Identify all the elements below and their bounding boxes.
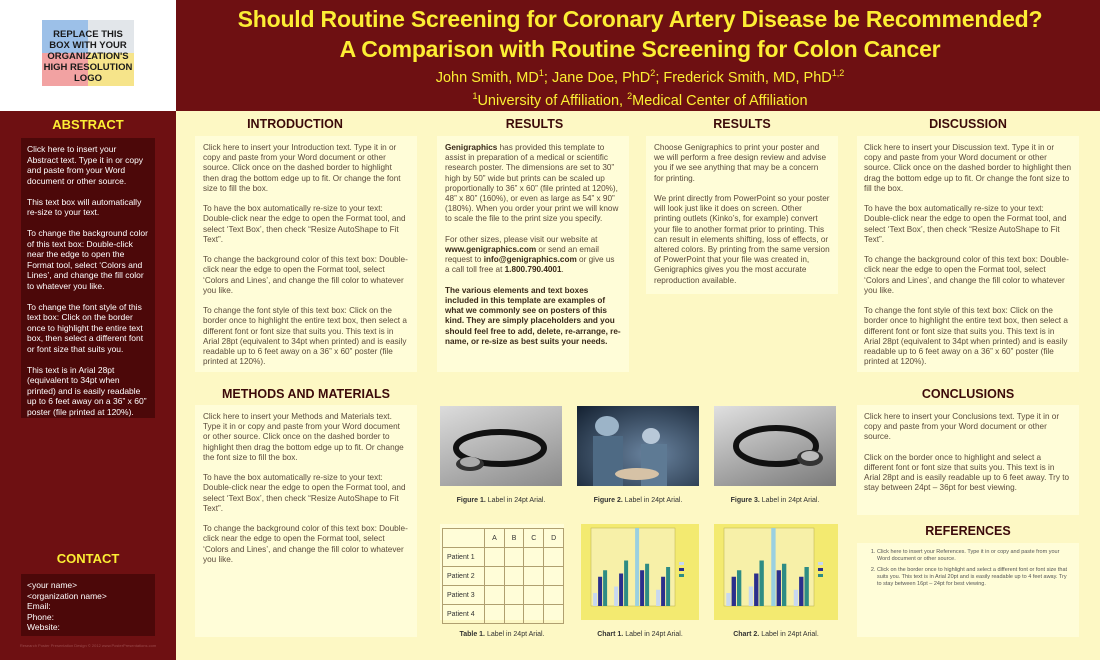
logo-graphic: [42, 20, 134, 86]
author-list: John Smith, $MD^1$; Jane Doe, PhD$^2$; Frederick Smith, MD, PhD$^{1,2}$: [435, 68, 845, 86]
table-row: [443, 548, 564, 567]
table-header-cell: A: [485, 529, 505, 548]
title-line-2: A Comparison with Routine Screening for Colon Cancer: [339, 36, 941, 62]
chart-bar: [656, 590, 660, 606]
stethoscope-image-2: [714, 406, 836, 486]
chart-bar: [759, 561, 763, 607]
left-sidebar: [0, 111, 176, 660]
chart-bar: [799, 577, 803, 606]
chart-bar: [782, 564, 786, 606]
figure-3-caption: Figure 3. Label in 24pt Arial.: [730, 497, 820, 504]
discussion-heading: DISCUSSION: [929, 117, 1007, 131]
table-row-label: Patient 3: [443, 586, 485, 605]
results-panel-1[interactable]: [437, 136, 629, 372]
chart-bar: [614, 587, 618, 607]
abstract-text: Click here to insert your Abstract text. Type it in or copy and paste from your Word document or other source. This text box will automatically re-size to your text. To change the background color of this text box: Double-click near the edge to open the Format tool, select ‘Colors and Lines’, and change the fill color to whatever you like. To change the font style of this text box: Click on the border once to highlight the entire text box, then select a different font or font size that suits you. This text is in Arial 28pt (equivalent to 34pt when printed) and is easily readable up to 6 feet away on a 36” x 60” poster (file printed at 120%).: [27, 144, 148, 417]
chart-2: [714, 524, 838, 620]
reference-item: 2. Click on the border once to highlight and select a different font or font size that suits you. This text is in Arial 20pt and is easily readable up to 4 feet away. Try to stay between 16pt – 24pt for best viewing.: [877, 567, 1071, 588]
table-header-cell: C: [524, 529, 544, 548]
methods-text: Click here to insert your Methods and Materials text. Type it in or copy and paste from your Word document or other source. Click once on the dashed border to highlight then drag the bottom edge up to fit. Or change the font size to fill the box. To have the box automatically re-size to your text: Double-click near the edge to open the Format tool, and select ‘Text Box’, then check “Resize AutoShape to Fit Text”. To change the background color of this text box: Double-click near the edge to open the Format tool, select ‘Colors and Lines’, and change the fill color to whatever you like.: [203, 412, 408, 564]
introduction-text: Click here to insert your Introduction text. Type it in or copy and paste from your Word document or other source. Click once on the dashed border to highlight then drag the bottom edge up to fit. Or change the font size to fill the box. To have the box automatically re-size to your text: Double-click near the edge to open the Format tool, and select ‘Text Box’, then check “Resize AutoShape to Fit Text”. To change the background color of this text box: Double-click near the edge to open the Format tool, select ‘Colors and Lines’, and change the fill color to whatever you like. To change the font style of this text box: Click on the border once to highlight the entire text box, then select a different font or font size that suits you. This text is in Arial 28pt (equivalent to 34pt when printed) and is easily readable up to 6 feet away on a 36” x 60” poster (file printed at 120%).: [203, 143, 408, 367]
surgery-image: [577, 406, 699, 486]
chart-1-caption: Chart 1. Label in 24pt Arial.: [597, 631, 683, 638]
chart-bar: [794, 590, 798, 606]
chart-legend-swatch: [818, 574, 823, 577]
table-row: [443, 567, 564, 586]
chart-legend-swatch: [679, 562, 684, 565]
chart-bar: [754, 574, 758, 607]
chart-bar: [593, 593, 597, 606]
table-row-label: Patient 1: [443, 548, 485, 567]
introduction-panel[interactable]: [195, 136, 417, 372]
conclusions-heading: CONCLUSIONS: [921, 387, 1015, 401]
affiliation-list: $^1$University of Affiliation, $^2$Medical Center of Affiliation: [472, 90, 808, 109]
data-table: [442, 528, 564, 624]
figure-3-image: [714, 406, 836, 486]
table-header-row: [443, 529, 564, 548]
contact-text: <your name> <organization name> Email: Phone: Website:: [27, 580, 107, 632]
discussion-panel[interactable]: [857, 136, 1079, 372]
chart-bar: [666, 567, 670, 606]
chart-bar: [598, 577, 602, 606]
figure-1-image: [440, 406, 562, 486]
chart-bar: [640, 570, 644, 606]
references-heading: REFERENCES: [925, 524, 1011, 538]
chart-bar: [737, 570, 741, 606]
footer-credit: Research Poster Presentation Design © 2012 www.PosterPresentations.com: [19, 643, 157, 648]
results-text-2: Choose Genigraphics to print your poster and we will perform a free design review and advise you if we see anything that may be a concern for printing. We print directly from PowerPoint so your poster will look just like it does on screen. Other printing outlets (Kinko’s, for example) convert your file to another format prior to printing. This can result in elements shifting, loss of effects, or altered colors. By printing from the same version of PowerPoint that your file was created in, Genigraphics gives you the most accurate reproduction available.: [654, 143, 830, 285]
chart-bar: [771, 528, 775, 606]
methods-panel[interactable]: [195, 405, 417, 637]
chart-2-caption: Chart 2. Label in 24pt Arial.: [733, 631, 819, 638]
poster-title: [180, 4, 1100, 64]
chart-bar: [645, 564, 649, 606]
figure-2-caption: Figure 2. Label in 24pt Arial.: [593, 497, 683, 504]
chart-bar: [732, 577, 736, 606]
reference-item: 1. Click here to insert your References. Type it in or copy and paste from your Word document or other source.: [877, 549, 1071, 563]
chart-bar: [661, 577, 665, 606]
table-row-label: Patient 2: [443, 567, 485, 586]
chart-bar: [603, 570, 607, 606]
conclusions-panel[interactable]: [857, 405, 1079, 515]
stethoscope-image: [440, 406, 562, 486]
results-text-1: Genigraphics has provided this template to assist in preparation of a medical or scientific research poster. The dimensions are set to 30” high by 50” wide but prints can be scaled up proportionally to 36” x 60” (file printed at 120%), 48” x 80” (160%), or even as large as 54” x 90” (180%). When you order your print we will know to scale the file to the print size you specify. For other sizes, please visit our website at www.genigraphics.com or send an email request to info@genigraphics.com or give us a call toll free at 1.800.790.4001. The various elements and text boxes included in this template are examples of what we commonly see on posters of this kind. They are simply placeholders and you should feel free to add, delete, re-arrange, re-name, or re-size as best suits your needs.: [445, 143, 621, 346]
chart-2-panel: [714, 524, 838, 620]
contact-box[interactable]: [21, 574, 155, 636]
references-panel[interactable]: [857, 543, 1079, 637]
abstract-heading: ABSTRACT: [52, 117, 124, 132]
chart-bar: [749, 587, 753, 607]
chart-legend-swatch: [818, 568, 823, 571]
chart-bar: [624, 561, 628, 607]
chart-bar: [635, 528, 639, 606]
chart-legend-swatch: [818, 562, 823, 565]
abstract-box[interactable]: [21, 138, 155, 418]
chart-legend-swatch: [679, 574, 684, 577]
chart-1: [581, 524, 699, 620]
discussion-text: Click here to insert your Discussion text. Type it in or copy and paste from your Word document or other source. Click once on the dashed border to highlight then drag the bottom edge up to fit. Or change the font size to fill the box. To have the box automatically re-size to your text: Double-click near the edge to open the Format tool, and select ‘Text Box’, then check “Resize AutoShape to Fit Text”. To change the background color of this text box: Double-click near the edge to open the Format tool, select ‘Colors and Lines’, and change the fill color to whatever you like. To change the font style of this text box: Click on the border once to highlight the entire text box, then select a different font or font size that suits you. This text is in Arial 28pt (equivalent to 34pt when printed) and is easily readable up to 6 feet away on a 36” x 60” poster (file printed at 120%).: [864, 143, 1072, 367]
logo-text: REPLACE THIS BOX WITH YOUR ORGANIZATION'S HIGH RESOLUTION LOGO: [43, 29, 133, 84]
figure-1-caption: Figure 1. Label in 24pt Arial.: [456, 497, 546, 504]
chart-bar: [726, 593, 730, 606]
results-heading-2: RESULTS: [713, 117, 771, 131]
chart-legend-swatch: [679, 568, 684, 571]
figure-2-image: [577, 406, 699, 486]
authors-block: [180, 64, 1100, 110]
results-panel-2[interactable]: [646, 136, 838, 294]
contact-heading: CONTACT: [56, 551, 120, 566]
chart-bar: [619, 574, 623, 607]
table-row-label: Patient 4: [443, 605, 485, 624]
table-header-cell: D: [544, 529, 564, 548]
title-line-1: Should Routine Screening for Coronary Artery Disease be Recommended?: [237, 6, 1043, 32]
chart-1-panel: [581, 524, 699, 620]
table-header-cell: B: [504, 529, 524, 548]
chart-bar: [804, 567, 808, 606]
results-heading-1: RESULTS: [505, 117, 564, 131]
logo-placeholder[interactable]: [0, 0, 176, 111]
chart-bar: [777, 570, 781, 606]
introduction-heading: INTRODUCTION: [247, 117, 343, 131]
table-row: [443, 605, 564, 624]
table-1-panel: [440, 524, 564, 620]
table-1-caption: Table 1. Label in 24pt Arial.: [459, 631, 545, 638]
table-row: [443, 586, 564, 605]
poster-header: [0, 0, 1100, 111]
methods-heading: METHODS AND MATERIALS: [221, 387, 391, 401]
conclusions-text: Click here to insert your Conclusions text. Type it in or copy and paste from your Word document or other source. Click on the border once to highlight and select a different font or font size that suits you. This text is in Arial 28pt and is easily readable up to 6 feet away. Try to stay between 24pt – 36pt for best viewing.: [864, 412, 1070, 493]
